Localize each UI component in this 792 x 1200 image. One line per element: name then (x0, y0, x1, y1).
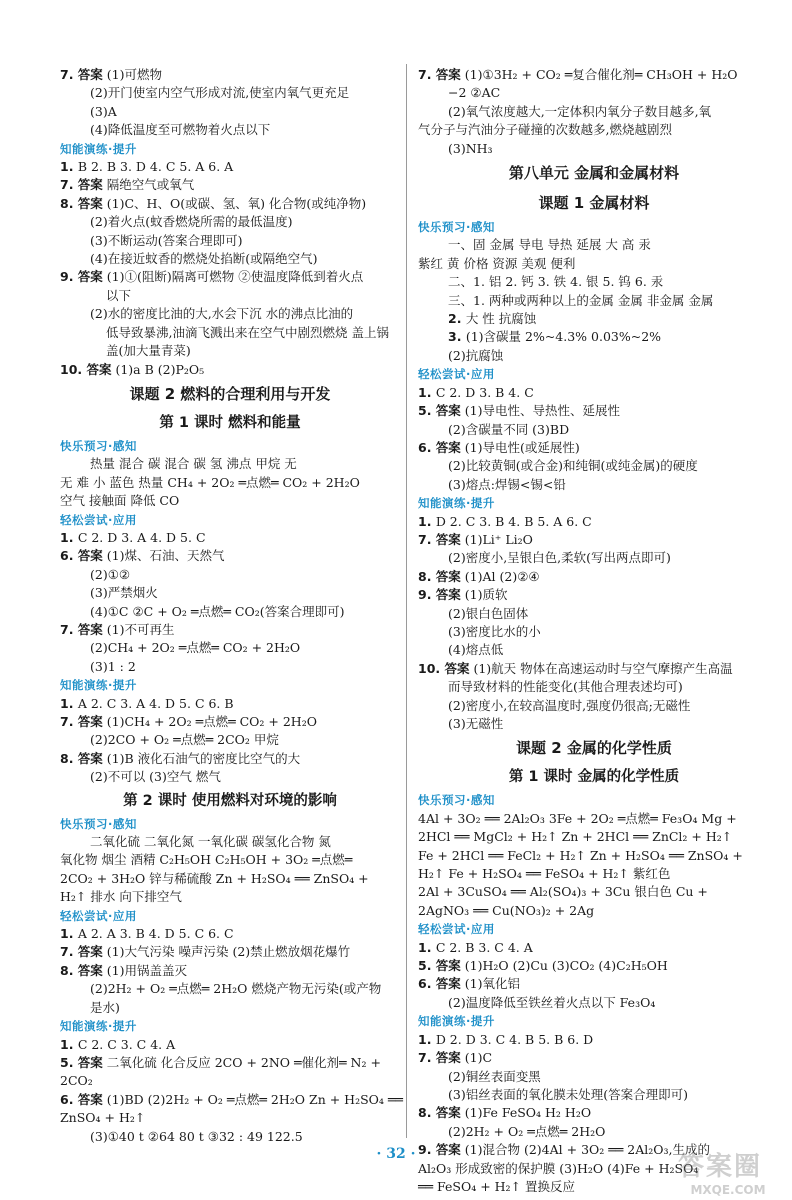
lesson-heading: 课题 2 燃料的合理利用与开发 (129, 384, 331, 403)
question-number: 10. 答案 (418, 660, 470, 676)
question-number: 9. 答案 (60, 269, 103, 285)
answer-line: (2)银白色固体 (448, 605, 529, 621)
answer-line: (2)2H₂ + O₂ ═点燃═ 2H₂O (448, 1123, 606, 1139)
answer-line: 7. 答案 (1)Li⁺ Li₂O (418, 531, 533, 547)
question-number: 8. 答案 (418, 568, 461, 584)
answer-line: 5. 答案 (1)H₂O (2)Cu (3)CO₂ (4)C₂H₅OH (418, 958, 668, 974)
answer-line: 9. 答案 (1)混合物 (2)4Al + 3O₂ ══ 2Al₂O₃,生成的 (418, 1142, 711, 1158)
answer-line: 8. 答案 (1)B 液化石油气的密度比空气的大 (60, 750, 301, 766)
question-number: 1. (60, 1036, 78, 1052)
answer-line: 2AgNO₃ ══ Cu(NO₃)₂ + 2Ag (418, 902, 595, 918)
answer-line: (3)无磁性 (448, 716, 504, 731)
answer-line: (3)熔点:焊锡<锡<铅 (448, 476, 566, 492)
answer-line: (4)熔点低 (448, 642, 504, 658)
lesson-heading: 第八单元 金属和金属材料 (508, 164, 680, 183)
question-number: 9. 答案 (418, 1142, 461, 1158)
answer-line: H₂↑ Fe + H₂SO₄ ══ FeSO₄ + H₂↑ 紫红色 (418, 866, 671, 882)
answer-line: 6. 答案 (1)BD (2)2H₂ + O₂ ═点燃═ 2H₂O Zn + H₂SO₄ ══ (60, 1091, 403, 1107)
answer-line: 7. 答案 隔绝空气或氧气 (60, 177, 195, 193)
question-number: 1. (418, 513, 436, 529)
question-number: 1. (418, 384, 436, 400)
question-number: 1. (60, 159, 78, 175)
question-number: 5. 答案 (418, 403, 461, 419)
answer-line: 1. C 2. D 3. B 4. C (418, 384, 534, 400)
watermark-logo (678, 1146, 778, 1197)
answer-line: (3)NH₃ (448, 140, 493, 156)
question-number: 9. 答案 (418, 587, 461, 603)
watermark-site: MXQE.COM (690, 1183, 766, 1197)
answer-line: Fe + 2HCl ══ FeCl₂ + H₂↑ Zn + H₂SO₄ ══ ZnSO₄ + (418, 847, 743, 863)
answer-line: 6. 答案 (1)氧化铝 (418, 976, 520, 992)
answer-line: 一、固 金属 导电 导热 延展 大 高 汞 (448, 237, 651, 253)
question-number: 8. 答案 (60, 962, 103, 978)
section-label: 知能演练·提升 (418, 496, 495, 511)
answer-line: 热量 混合 碳 混合 碳 氢 沸点 甲烷 无 (90, 456, 297, 472)
question-number: 7. 答案 (60, 621, 103, 637)
answer-line: (3)①40 t ②64 80 t ③32 : 49 122.5 (90, 1128, 303, 1144)
question-number: 6. 答案 (60, 1091, 103, 1107)
question-number: 7. 答案 (418, 67, 461, 82)
section-label: 知能演练·提升 (60, 678, 137, 693)
answer-line: 紫红 黄 价格 资源 美观 便利 (418, 255, 576, 271)
question-number: 1. (418, 1031, 436, 1047)
answer-line: Al₂O₃ 形成致密的保护膜 (3)H₂O (4)Fe + H₂SO₄ (418, 1160, 699, 1176)
section-label: 轻松尝试·应用 (60, 512, 137, 527)
answer-line: (2)2CO + O₂ ═点燃═ 2CO₂ 甲烷 (90, 732, 279, 748)
question-number: 7. 答案 (60, 714, 103, 729)
answer-line: 5. 答案 二氧化硫 化合反应 2CO + 2NO ═催化剂═ N₂ + (60, 1054, 381, 1070)
answer-line: 1. B 2. B 3. D 4. C 5. A 6. A (60, 159, 234, 175)
answer-line: (3)A (90, 103, 117, 119)
answer-line: 5. 答案 (1)导电性、导热性、延展性 (418, 403, 620, 419)
answer-line: (3)严禁烟火 (90, 585, 158, 601)
lesson-heading: 课题 1 金属材料 (538, 194, 650, 213)
answer-line: 是水) (90, 999, 120, 1015)
column-divider (406, 64, 407, 1138)
question-number: 5. 答案 (418, 958, 461, 974)
section-label: 快乐预习·感知 (418, 793, 495, 808)
section-label: 快乐预习·感知 (60, 816, 137, 831)
answer-line: −2 ②AC (448, 85, 501, 101)
answer-line: (3)铝丝表面的氧化膜未处理(答案合理即可) (448, 1086, 688, 1102)
answer-line: 8. 答案 (1)Al (2)②④ (418, 568, 540, 584)
answer-line: (2)水的密度比油的大,水会下沉 水的沸点比油的 (90, 306, 354, 322)
question-number: 7. 答案 (60, 177, 103, 193)
question-number: 7. 答案 (418, 531, 461, 547)
answer-line: (4)降低温度至可燃物着火点以下 (90, 122, 271, 138)
answer-line: (2)比较黄铜(或合金)和纯铜(或纯金属)的硬度 (448, 458, 698, 474)
answer-line: 无 难 小 蓝色 热量 CH₄ + 2O₂ ═点燃═ CO₂ + 2H₂O (60, 474, 360, 490)
question-number: 7. 答案 (418, 1050, 461, 1066)
question-number: 1. (60, 695, 78, 711)
answer-line: 7. 答案 (1)①3H₂ + CO₂ ═复合催化剂═ CH₃OH + H₂O (418, 67, 738, 82)
question-number: 8. 答案 (60, 750, 103, 766)
answer-line: (2)2H₂ + O₂ ═点燃═ 2H₂O 燃烧产物无污染(或产物 (90, 981, 382, 997)
answer-line: (2)含碳量不同 (3)BD (448, 421, 570, 437)
answer-line: H₂↑ 排水 向下排空气 (60, 889, 182, 905)
section-label: 快乐预习·感知 (60, 438, 137, 453)
question-number: 7. 答案 (60, 67, 103, 82)
answer-line: 而导致材料的性能变化(其他合理表述均可) (448, 679, 683, 695)
answer-line: 3. (1)含碳量 2%~4.3% 0.03%~2% (448, 329, 662, 345)
period-heading: 第 1 课时 金属的化学性质 (508, 769, 680, 786)
answer-line: 8. 答案 (1)用锅盖盖灭 (60, 962, 187, 978)
answer-line: (2)开门使室内空气形成对流,使室内氧气更充足 (90, 85, 350, 101)
question-number: 6. 答案 (418, 976, 461, 992)
question-number: 3. (448, 329, 466, 345)
answer-line: 1. D 2. C 3. B 4. B 5. A 6. C (418, 513, 592, 529)
answer-line: 8. 答案 (1)C、H、O(或碳、氢、氧) 化合物(或纯净物) (60, 195, 367, 211)
answer-line: (4)在接近蚊香的燃烧处掐断(或隔绝空气) (90, 251, 318, 267)
answer-line: 10. 答案 (1)a B (2)P₂O₅ (60, 361, 205, 377)
section-label: 轻松尝试·应用 (60, 908, 137, 923)
answer-line: (3)密度比水的小 (448, 623, 541, 639)
answer-line: (2)①② (90, 566, 131, 582)
answer-line: 2Al + 3CuSO₄ ══ Al₂(SO₄)₃ + 3Cu 银白色 Cu + (418, 884, 708, 900)
answer-line: 4Al + 3O₂ ══ 2Al₂O₃ 3Fe + 2O₂ ═点燃═ Fe₃O₄ Mg + (418, 810, 737, 826)
answer-line: (2)密度小,在较高温度时,强度仍很高;无磁性 (448, 697, 691, 713)
answer-line: (2)不可以 (3)空气 燃气 (90, 769, 221, 785)
answer-line: (2)密度小,呈银白色,柔软(写出两点即可) (448, 550, 671, 566)
answer-line: 2. 大 性 抗腐蚀 (448, 311, 537, 327)
period-heading: 第 1 课时 燃料和能量 (159, 414, 301, 431)
answer-line: 三、1. 两种或两种以上的金属 金属 非金属 金属 (448, 292, 714, 308)
answer-line: 2CO₂ (60, 1073, 93, 1089)
section-label: 知能演练·提升 (60, 1019, 137, 1034)
answer-line: 1. A 2. C 3. A 4. D 5. C 6. B (60, 695, 234, 711)
question-number: 1. (60, 926, 78, 942)
answer-line: 7. 答案 (1)可燃物 (60, 67, 162, 82)
answer-line: 气分子与汽油分子碰撞的次数越多,燃烧越剧烈 (418, 122, 672, 138)
answer-line: 2HCl ══ MgCl₂ + H₂↑ Zn + 2HCl ══ ZnCl₂ + H₂↑ (418, 829, 733, 845)
answer-line: 1. D 2. D 3. C 4. B 5. B 6. D (418, 1031, 594, 1047)
answer-line: (2)CH₄ + 2O₂ ═点燃═ CO₂ + 2H₂O (90, 640, 301, 656)
answer-line: (2)铜丝表面变黑 (448, 1068, 541, 1084)
answer-line: 低导致暴沸,油滴飞溅出来在空气中剧烈燃烧 盖上锅 (106, 324, 389, 340)
answer-line: (2)氧气浓度越大,一定体积内氧分子数目越多,氧 (448, 103, 712, 119)
answer-line: (3)不断运动(答案合理即可) (90, 232, 243, 248)
answer-line: 以下 (106, 287, 132, 303)
question-number: 6. 答案 (60, 548, 103, 564)
question-number: 7. 答案 (60, 944, 103, 960)
answer-line: 9. 答案 (1)①(阻断)隔离可燃物 ②使温度降低到着火点 (60, 269, 364, 285)
answer-line: 7. 答案 (1)大气污染 噪声污染 (2)禁止燃放烟花爆竹 (60, 944, 351, 960)
question-number: 6. 答案 (418, 439, 461, 455)
answer-line: 7. 答案 (1)不可再生 (60, 621, 175, 637)
answer-line: 2CO₂ + 3H₂O 锌与稀硫酸 Zn + H₂SO₄ ══ ZnSO₄ + (60, 870, 369, 886)
answer-line: 空气 接触面 降低 CO (60, 493, 180, 509)
section-label: 快乐预习·感知 (418, 220, 495, 235)
section-label: 知能演练·提升 (418, 1014, 495, 1029)
section-label: 知能演练·提升 (60, 141, 137, 156)
question-number: 10. 答案 (60, 361, 112, 377)
answer-line: 7. 答案 (1)CH₄ + 2O₂ ═点燃═ CO₂ + 2H₂O (60, 714, 317, 729)
answer-line: 7. 答案 (1)C (418, 1050, 493, 1066)
answer-line: 二氧化硫 二氧化氮 一氧化碳 碳氢化合物 氮 (90, 834, 331, 850)
answer-line: 氧化物 烟尘 酒精 C₂H₅OH C₂H₅OH + 3O₂ ═点燃═ (60, 852, 353, 868)
answer-line: 9. 答案 (1)质软 (418, 587, 508, 603)
left-column (60, 66, 403, 1146)
answer-line: 盖(加大量青菜) (106, 343, 191, 359)
answer-line: 1. A 2. A 3. B 4. D 5. C 6. C (60, 926, 234, 942)
watermark-text: 答案圈 (678, 1152, 763, 1182)
lesson-heading: 课题 2 金属的化学性质 (516, 739, 672, 758)
question-number: 8. 答案 (418, 1105, 461, 1121)
right-column (418, 66, 770, 1196)
answer-line: 6. 答案 (1)煤、石油、天然气 (60, 548, 225, 564)
section-label: 轻松尝试·应用 (418, 922, 495, 937)
answer-line: (4)①C ②C + O₂ ═点燃═ CO₂(答案合理即可) (90, 603, 345, 619)
question-number: 1. (60, 529, 78, 545)
answer-line: 6. 答案 (1)导电性(或延展性) (418, 439, 580, 455)
answer-line: ══ FeSO₄ + H₂↑ 置换反应 (418, 1178, 576, 1194)
section-label: 轻松尝试·应用 (418, 367, 495, 382)
question-number: 5. 答案 (60, 1054, 103, 1070)
question-number: 1. (418, 939, 436, 955)
answer-line: (2)温度降低至铁丝着火点以下 Fe₃O₄ (448, 994, 656, 1010)
answer-line: 8. 答案 (1)Fe FeSO₄ H₂ H₂O (418, 1105, 592, 1121)
answer-line: 二、1. 铝 2. 钙 3. 铁 4. 银 5. 钨 6. 汞 (448, 274, 664, 290)
answer-line: 1. C 2. B 3. C 4. A (418, 939, 533, 955)
answer-line: 10. 答案 (1)航天 物体在高速运动时与空气摩擦产生高温 (418, 660, 733, 676)
period-heading: 第 2 课时 使用燃料对环境的影响 (123, 792, 337, 809)
question-number: 8. 答案 (60, 195, 103, 211)
answer-line: 1. C 2. D 3. A 4. D 5. C (60, 529, 206, 545)
answer-line: 1. C 2. C 3. C 4. A (60, 1036, 176, 1052)
answer-line: ZnSO₄ + H₂↑ (60, 1110, 146, 1126)
page-number: · 32 · (376, 1146, 416, 1162)
answer-line: (2)抗腐蚀 (448, 347, 504, 363)
question-number: 2. (448, 311, 466, 327)
answer-line: (2)着火点(蚊香燃烧所需的最低温度) (90, 214, 293, 230)
answer-line: (3)1 : 2 (90, 658, 136, 674)
